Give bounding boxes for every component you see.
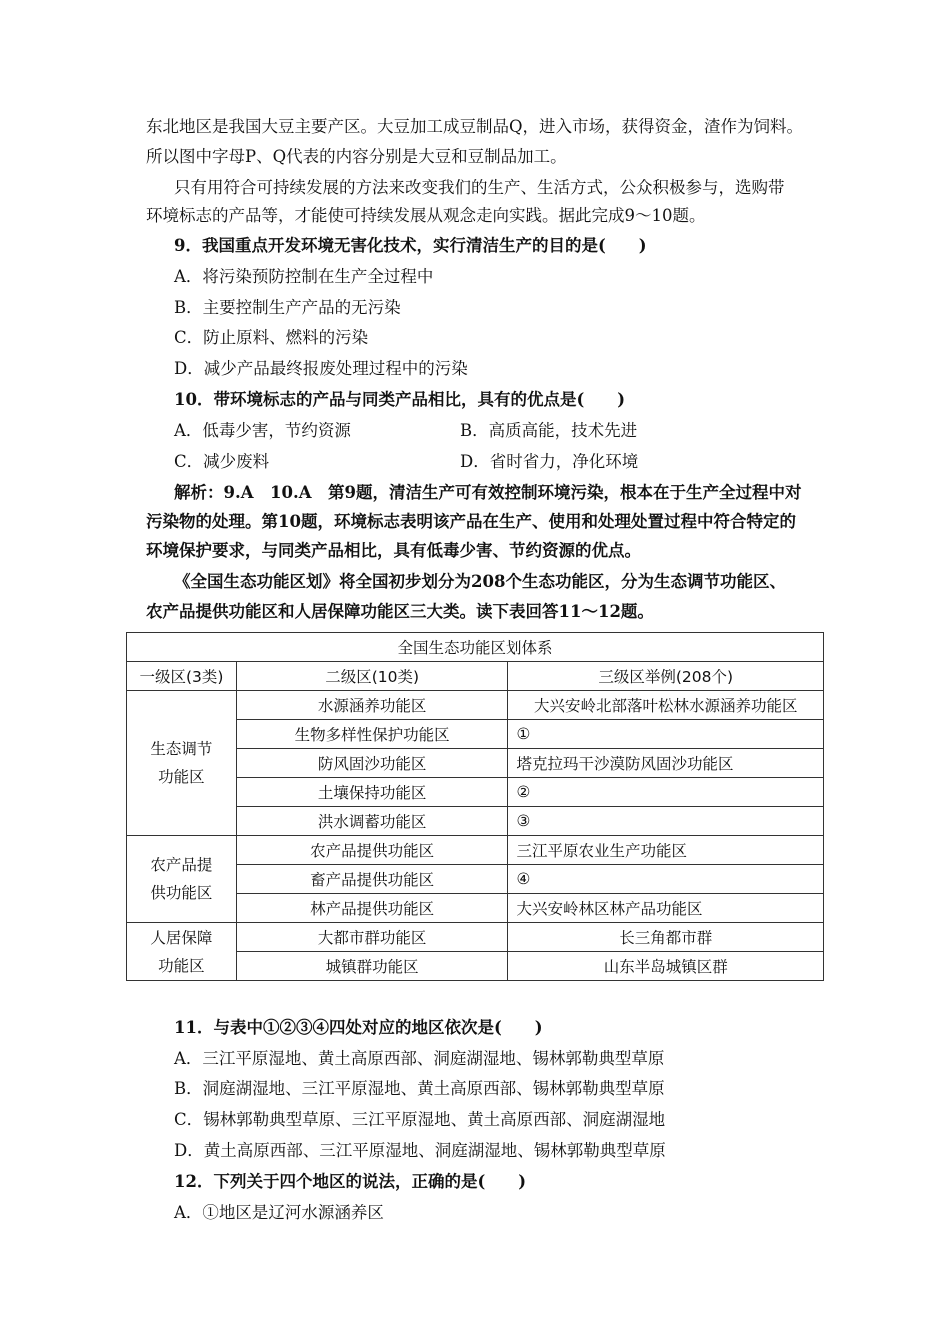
text-line: 《全国生态功能区划》将全国初步划分为208个生态功能区，分为生态调节功能区、 xyxy=(174,572,786,591)
group-cell xyxy=(127,836,237,923)
option-c: C．锡林郭勒典型草原、三江平原湿地、黄土高原西部、洞庭湖湿地 xyxy=(174,1110,666,1129)
table-cell: 大兴安岭林区林产品功能区 xyxy=(508,894,824,923)
group-cell xyxy=(127,923,237,981)
table-cell: ③ xyxy=(508,807,824,836)
table-cell: 畜产品提供功能区 xyxy=(236,865,508,894)
text-line: 东北地区是我国大豆主要产区。大豆加工成豆制品Q，进入市场，获得资金，渣作为饲料。 xyxy=(146,117,804,136)
table-cell: 大都市群功能区 xyxy=(236,923,508,952)
table-cell: 农产品提供功能区 xyxy=(236,836,508,865)
option-d: D．减少产品最终报废处理过程中的污染 xyxy=(174,359,468,378)
text-line: 解析：9.A 10.A 第9题，清洁生产可有效控制环境污染，根本在于生产全过程中对 xyxy=(174,483,802,502)
group-name-line: 供功能区 xyxy=(150,884,213,902)
header-cell: 一级区(3类) xyxy=(127,662,237,691)
question-stem: 10．带环境标志的产品与同类产品相比，具有的优点是( ) xyxy=(174,390,626,409)
option-b: B．洞庭湖湿地、三江平原湿地、黄土高原西部、锡林郭勒典型草原 xyxy=(174,1079,665,1098)
option-c: C．减少废料 xyxy=(174,452,270,471)
table-cell: ② xyxy=(508,778,824,807)
header-cell: 二级区(10类) xyxy=(236,662,508,691)
group-name-line: 农产品提 xyxy=(150,856,213,874)
group-name-line: 功能区 xyxy=(158,768,205,786)
table-cell: 洪水调蓄功能区 xyxy=(236,807,508,836)
table-cell: 大兴安岭北部落叶松林水源涵养功能区 xyxy=(508,691,824,720)
table-cell: 生物多样性保护功能区 xyxy=(236,720,508,749)
table-cell: 土壤保持功能区 xyxy=(236,778,508,807)
text-line: 农产品提供功能区和人居保障功能区三大类。读下表回答11～12题。 xyxy=(146,602,654,621)
eco-function-table xyxy=(126,632,824,981)
table-cell: 长三角都市群 xyxy=(508,923,824,952)
text-line: 只有用符合可持续发展的方法来改变我们的生产、生活方式，公众积极参与，选购带 xyxy=(174,178,785,197)
table-cell: ① xyxy=(508,720,824,749)
text-line: 环境保护要求，与同类产品相比，具有低毒少害、节约资源的优点。 xyxy=(146,541,641,560)
option-b: B．高质高能，技术先进 xyxy=(460,421,638,440)
table-title: 全国生态功能区划体系 xyxy=(127,633,824,662)
table-cell: 水源涵养功能区 xyxy=(236,691,508,720)
option-d: D．省时省力，净化环境 xyxy=(460,452,639,471)
option-a: A．低毒少害，节约资源 xyxy=(174,421,351,440)
text-line: 所以图中字母P、Q代表的内容分别是大豆和豆制品加工。 xyxy=(146,147,567,166)
question-stem: 9．我国重点开发环境无害化技术，实行清洁生产的目的是( ) xyxy=(174,236,647,255)
table-cell: 城镇群功能区 xyxy=(236,952,508,981)
group-name-line: 功能区 xyxy=(158,956,205,975)
text-line: 污染物的处理。第10题，环境标志表明该产品在生产、使用和处理处置过程中符合特定的 xyxy=(146,512,796,531)
header-cell: 三级区举例(208个) xyxy=(508,662,824,691)
question-stem: 11．与表中①②③④四处对应的地区依次是( ) xyxy=(174,1018,543,1037)
question-stem: 12．下列关于四个地区的说法，正确的是( ) xyxy=(174,1172,527,1191)
table-cell: ④ xyxy=(508,865,824,894)
table-cell: 三江平原农业生产功能区 xyxy=(508,836,824,865)
text-line: 环境标志的产品等，才能使可持续发展从观念走向实践。据此完成9～10题。 xyxy=(146,206,706,225)
option-b: B．主要控制生产产品的无污染 xyxy=(174,298,401,317)
group-cell xyxy=(127,691,237,836)
group-name-line: 人居保障 xyxy=(150,928,213,947)
option-d: D．黄土高原西部、三江平原湿地、洞庭湖湿地、锡林郭勒典型草原 xyxy=(174,1141,666,1160)
table-cell: 塔克拉玛干沙漠防风固沙功能区 xyxy=(508,749,824,778)
group-name-line: 生态调节 xyxy=(150,740,213,758)
option-a: A．①地区是辽河水源涵养区 xyxy=(174,1203,384,1222)
table-cell: 防风固沙功能区 xyxy=(236,749,508,778)
option-a: A．将污染预防控制在生产全过程中 xyxy=(174,267,434,286)
option-a: A．三江平原湿地、黄土高原西部、洞庭湖湿地、锡林郭勒典型草原 xyxy=(174,1049,665,1068)
option-c: C．防止原料、燃料的污染 xyxy=(174,328,369,347)
table-cell: 山东半岛城镇区群 xyxy=(508,952,824,981)
table-cell: 林产品提供功能区 xyxy=(236,894,508,923)
